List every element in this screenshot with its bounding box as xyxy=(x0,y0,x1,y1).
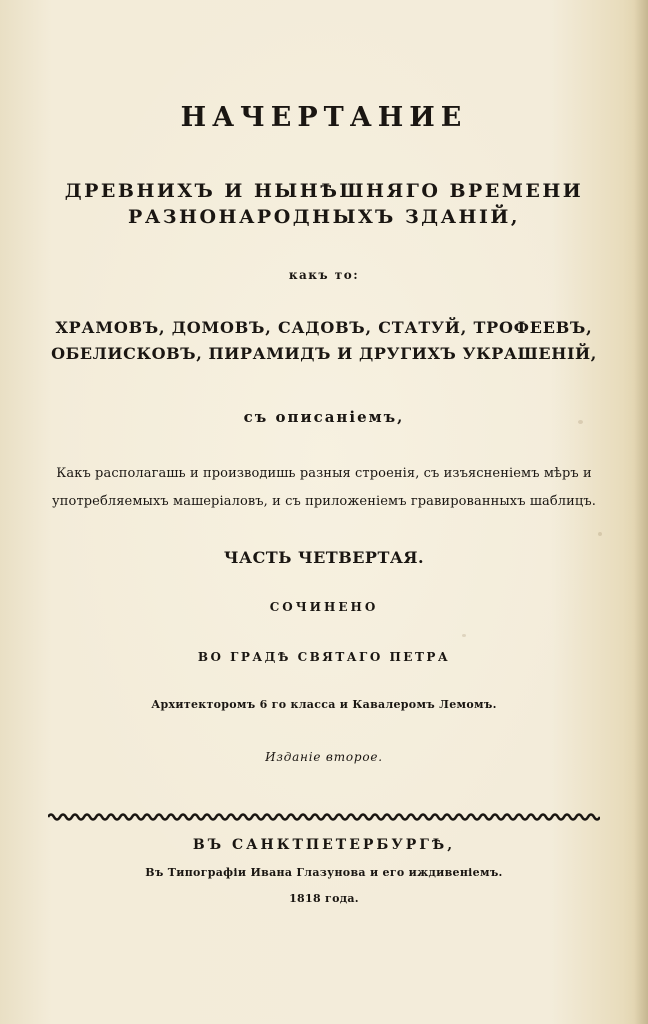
year-line: 1818 года. xyxy=(289,892,359,905)
part-label: ЧАСТЬ ЧЕТВЕРТАЯ. xyxy=(223,548,425,567)
book-title: НАЧЕРТАНИЕ xyxy=(180,102,468,133)
author-line: Архитекторомъ 6 го класса и Кавалеромъ Лемомъ. xyxy=(151,698,497,711)
composed-label: СОЧИНЕНО xyxy=(269,600,379,614)
description-line-1: Какъ располагашь и производишь разныя строенія, съ изъясненіемъ мѣръ и xyxy=(56,466,592,481)
decorative-wavy-rule xyxy=(48,812,600,822)
city-line: ВЪ САНКТПЕТЕРБУРГѢ, xyxy=(192,837,456,853)
foxing-spot xyxy=(462,634,466,637)
with-description-label: съ описаніемъ, xyxy=(243,408,405,426)
subtitle-line-2: РАЗНОНАРОДНЫХЪ ЗДАНІЙ, xyxy=(128,206,520,228)
description-line-2: употребляемыхъ машеріаловъ, и съ приложеніемъ гравированныхъ шаблицъ. xyxy=(52,494,596,509)
foxing-spot xyxy=(598,532,602,536)
building-list-line-1: ХРАМОВЪ, ДОМОВЪ, САДОВЪ, СТАТУЙ, ТРОФЕЕВЪ, xyxy=(55,318,593,337)
building-list-line-2: ОБЕЛИСКОВЪ, ПИРАМИДЪ И ДРУГИХЪ УКРАШЕНІЙ, xyxy=(51,344,597,363)
subtitle-line-1: ДРЕВНИХЪ И НЫНѢШНЯГО ВРЕМЕНИ xyxy=(64,180,584,202)
kak-to-label: какъ то: xyxy=(288,268,360,282)
edition-label: Изданіе второе. xyxy=(265,750,383,764)
printer-line: Въ Типографіи Ивана Глазунова и его иждивеніемъ. xyxy=(145,866,503,879)
place-label: ВО ГРАДѢ СВЯТАГО ПЕТРА xyxy=(197,650,451,664)
